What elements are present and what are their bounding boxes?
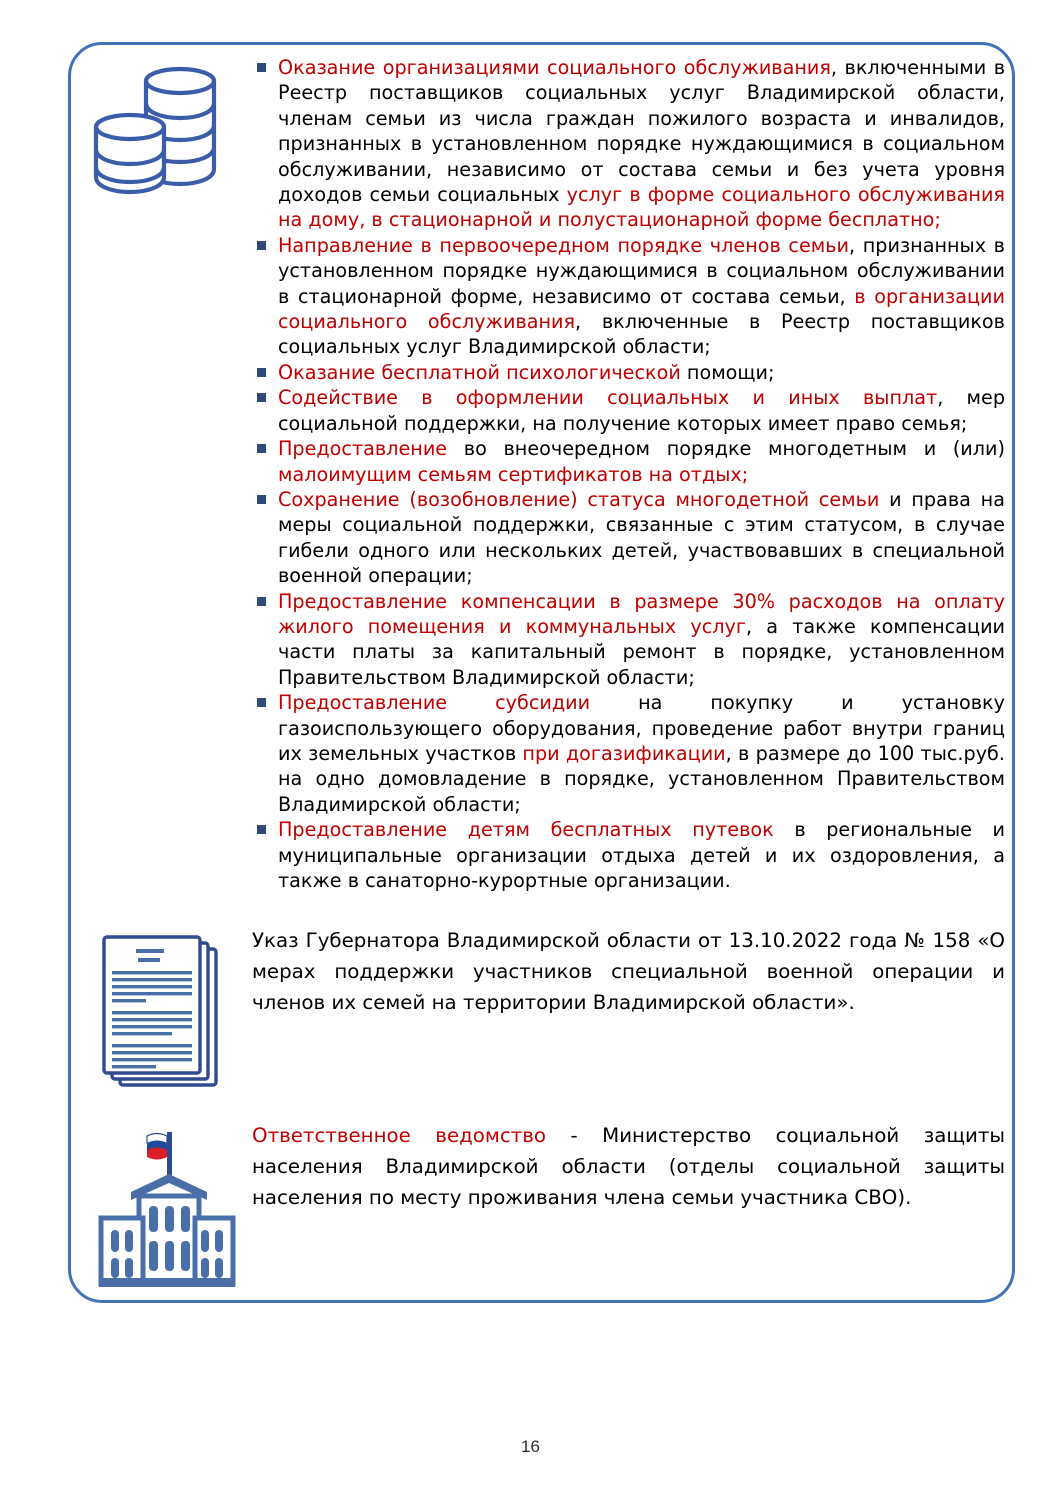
highlighted-text: Предоставление субсидии	[278, 691, 591, 715]
highlighted-text: Содействие в оформлении социальных и иных выплат	[278, 386, 938, 410]
body-text: , включенные в Реестр поставщиков социальных услуг Владимирской области;	[278, 310, 1005, 359]
government-building-flag-icon	[91, 1126, 241, 1298]
benefits-icon-column	[80, 55, 252, 213]
ministry-icon-column	[80, 1120, 252, 1298]
decree-section	[80, 925, 1005, 1099]
highlighted-text: Направление в первоочередном порядке членов семьи	[278, 233, 850, 257]
highlighted-text: Предоставление компенсации в размере 30% расходов на оплату жилого помещения и коммунальных услуг	[278, 589, 1005, 638]
highlighted-text: Предоставление	[278, 437, 448, 461]
page-number: 16	[521, 1437, 540, 1456]
body-text: на покупку и установку газоиспользующего оборудования, проведение работ внутри границ их земельных участков	[278, 691, 1005, 765]
highlighted-text: малоимущим семьям сертификатов на отдых;	[278, 462, 749, 486]
highlighted-text: услуг в форме социального обслуживания на дому, в стационарной и полустационарной форме бесплатно;	[278, 183, 1005, 232]
benefits-text-column	[252, 55, 1005, 893]
highlighted-text: Предоставление детям бесплатных путевок	[278, 818, 774, 842]
benefit-item	[252, 233, 1005, 360]
documents-stack-icon	[98, 933, 234, 1099]
body-text: во внеочередном порядке многодетным и (или)	[447, 437, 1005, 461]
coins-stack-icon	[90, 61, 242, 213]
benefits-list	[252, 55, 1005, 893]
body-text: - Министерство социальной защиты населения Владимирской области (отделы социальной защиты населения по месту проживания члена семьи участника СВО).	[252, 1124, 1005, 1209]
highlighted-text: Сохранение (возобновление) статуса многодетной семьи	[278, 487, 880, 511]
body-text: в региональные и муниципальные организации отдыха детей и их оздоровления, а также в санаторно-курортные организации.	[278, 818, 1005, 892]
ministry-section	[80, 1120, 1005, 1298]
benefit-item	[252, 55, 1005, 233]
flag-pole	[167, 1132, 172, 1176]
benefit-item	[252, 436, 1005, 487]
body-text: , признанных в установленном порядке нуждающимися в социальном обслуживании в стационарной форме, независимо от состава семьи,	[278, 233, 1005, 308]
benefit-item	[252, 385, 1005, 436]
body-text: помощи;	[680, 360, 775, 384]
benefit-item	[252, 360, 1005, 385]
body-text: , а также компенсации части платы за капитальный ремонт в порядке, установленном Правительством Владимирской области;	[278, 614, 1006, 689]
highlighted-text: при догазификации	[522, 741, 726, 765]
highlighted-text: в организации социального обслуживания	[278, 284, 1005, 334]
highlighted-text: Ответственное ведомство	[252, 1124, 546, 1147]
benefit-item	[252, 690, 1005, 817]
russian-flag-icon	[147, 1134, 167, 1160]
benefits-section	[80, 55, 1005, 893]
body-text: , в размере до 100 тыс.руб. на одно домовладение в порядке, установленном Правительством Владимирской области;	[278, 741, 1005, 816]
highlighted-text: Оказание организациями социального обслуживания	[278, 56, 831, 79]
benefit-item	[252, 589, 1005, 691]
body-text: Указ Губернатора Владимирской области от 13.10.2022 года № 158 «О мерах поддержки участников специальной военной операции и членов их семей на территории Владимирской области».	[252, 929, 1005, 1014]
highlighted-text: Оказание бесплатной психологической	[278, 360, 681, 384]
benefit-item	[252, 487, 1005, 589]
body-text: и права на меры социальной поддержки, связанные с этим статусом, в случае гибели одного или нескольких детей, участвовавших в специальной военной операции;	[278, 487, 1005, 588]
decree-icon-column	[80, 925, 252, 1099]
body-text: , включенными в Реестр поставщиков социальных услуг Владимирской области, членам семьи из числа граждан пожилого возраста и инвалидов, признанных в установленном порядке нуждающимися в социальном обслуживании, независимо от состава семьи и без учета уровня доходов семьи социальных	[278, 56, 1006, 207]
benefit-item	[252, 817, 1005, 893]
decree-text	[252, 925, 1005, 1018]
body-text: , мер социальной поддержки, на получение которых имеет право семья;	[278, 386, 1005, 435]
ministry-text	[252, 1120, 1005, 1213]
